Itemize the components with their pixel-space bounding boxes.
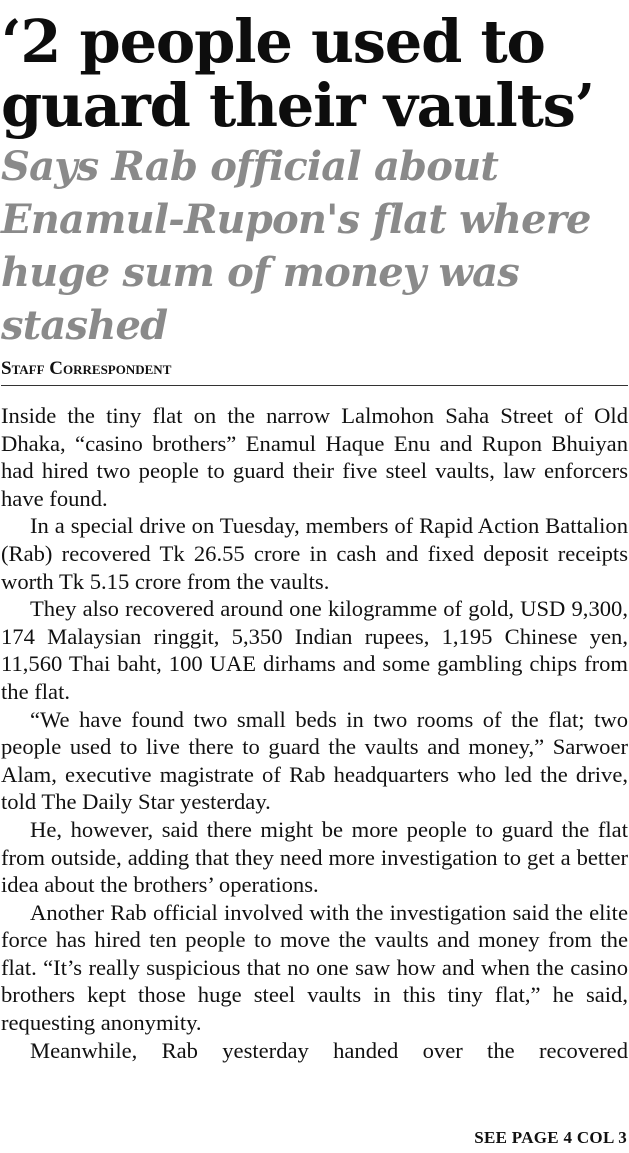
continuation-line: SEE PAGE 4 COL 3 [474,1128,627,1147]
byline: Staff Correspondent [1,358,172,379]
paragraph: He, however, said there might be more people to guard the flat from outside, adding that they need more investigation to get a better idea about the brothers’ operations. [1,816,628,898]
paragraph: Another Rab official involved with the investigation said the elite force has hired ten people to move the vaults and money from the flat. “It’s really suspicious that no one saw how and when the casino brothers kept those huge steel vaults in this tiny flat,” he said, requesting anonymity. [1,899,628,1036]
headline: ‘2 people used to guard their vaults’ [1,7,595,140]
paragraph: They also recovered around one kilogramme of gold, USD 9,300, 174 Malaysian ringgit, 5,350 Indian rupees, 1,195 Chinese yen, 11,560 Thai baht, 100 UAE dirhams and some gambling chips from the flat. [1,596,628,704]
paragraph: In a special drive on Tuesday, members of Rapid Action Battalion (Rab) recovered Tk 26.55 crore in cash and fixed deposit receipts worth Tk 5.15 crore from the vaults. [1,513,628,594]
article-body [1,402,628,1064]
subheadline: Says Rab official about Enamul-Rupon's flat where huge sum of money was stashed [1,143,591,349]
paragraph: “We have found two small beds in two rooms of the flat; two people used to live there to guard the vaults and money,” Sarwoer Alam, executive magistrate of Rab headquarters who led the drive, told The Daily Star yesterday. [1,706,628,815]
byline-divider [1,385,628,386]
paragraph: Inside the tiny flat on the narrow Lalmohon Saha Street of Old Dhaka, “casino brothers” Enamul Haque Enu and Rupon Bhuiyan had hired two people to guard their five steel vaults, law enforcers have found. [1,403,628,511]
paragraph: Meanwhile, Rab yesterday handed over the recovered [30,1037,628,1063]
